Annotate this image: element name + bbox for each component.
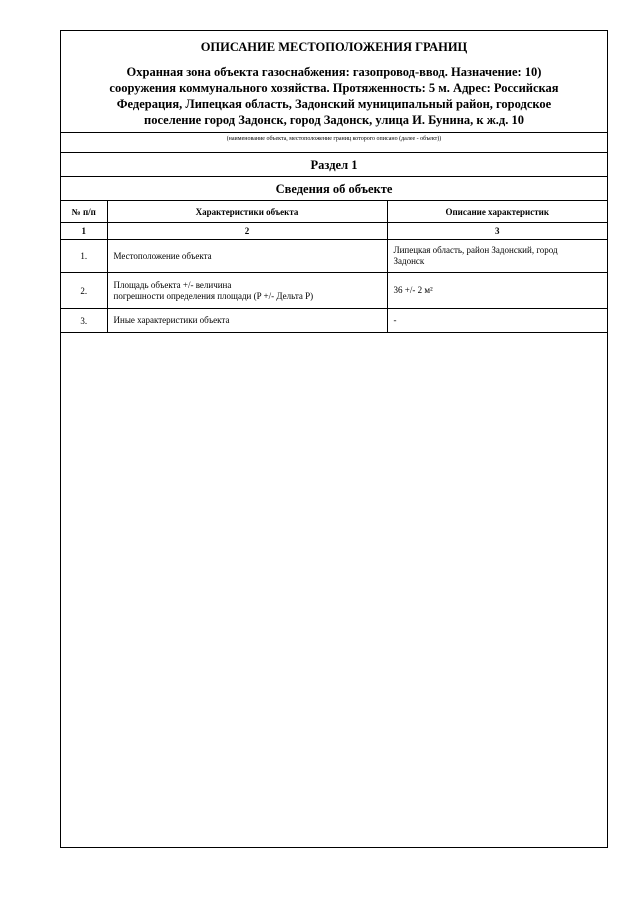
row-characteristic	[107, 273, 387, 309]
row-characteristic	[107, 240, 387, 273]
object-caption: (наименование объекта, местоположение границ которого описано (далее - объект))	[61, 132, 607, 152]
document-title: ОПИСАНИЕ МЕСТОПОЛОЖЕНИЯ ГРАНИЦ	[200, 40, 468, 54]
section-title: Раздел 1	[61, 152, 607, 176]
row-description-line: 36 +/- 2 м²	[393, 285, 433, 295]
table-header-row	[61, 201, 607, 223]
row-description-line: Липецкая область, район Задонский, город	[393, 245, 558, 255]
header-description: Описание характеристик	[387, 201, 607, 223]
object-description-line: сооружения коммунального хозяйства. Протяженность: 5 м. Адрес: Российская	[109, 81, 559, 95]
row-description	[387, 240, 607, 273]
row-characteristic-line: Местоположение объекта	[113, 250, 212, 261]
row-characteristic	[107, 309, 387, 333]
column-number: 2	[107, 223, 387, 240]
row-characteristic-line: Иные характеристики объекта	[113, 315, 230, 325]
object-description-line: Охранная зона объекта газоснабжения: газопровод-ввод. Назначение: 10)	[126, 65, 542, 79]
object-info-table	[61, 200, 607, 333]
row-description-line: -	[393, 315, 397, 325]
table-row	[61, 309, 607, 333]
object-description-line: Федерация, Липецкая область, Задонский муниципальный район, городское	[116, 97, 552, 111]
section-subtitle: Сведения об объекте	[61, 176, 607, 200]
column-number: 3	[387, 223, 607, 240]
table-row	[61, 240, 607, 273]
object-description	[61, 64, 607, 128]
object-description-line: поселение город Задонск, город Задонск, улица И. Бунина, к ж.д. 10	[144, 113, 524, 127]
row-description	[387, 273, 607, 309]
row-characteristic-line: погрешности определения площади (P +/- Дельта P)	[113, 290, 314, 301]
row-number: 3.	[61, 309, 107, 333]
header-characteristic: Характеристики объекта	[107, 201, 387, 223]
row-number: 2.	[61, 273, 107, 309]
header-number: № п/п	[61, 201, 107, 223]
row-number: 1.	[61, 240, 107, 273]
row-description-line: Задонск	[393, 256, 425, 266]
table-row	[61, 273, 607, 309]
row-description	[387, 309, 607, 333]
column-number: 1	[61, 223, 107, 240]
document-frame	[60, 30, 608, 848]
row-characteristic-line: Площадь объекта +/- величина	[113, 279, 232, 290]
column-number-row	[61, 223, 607, 240]
